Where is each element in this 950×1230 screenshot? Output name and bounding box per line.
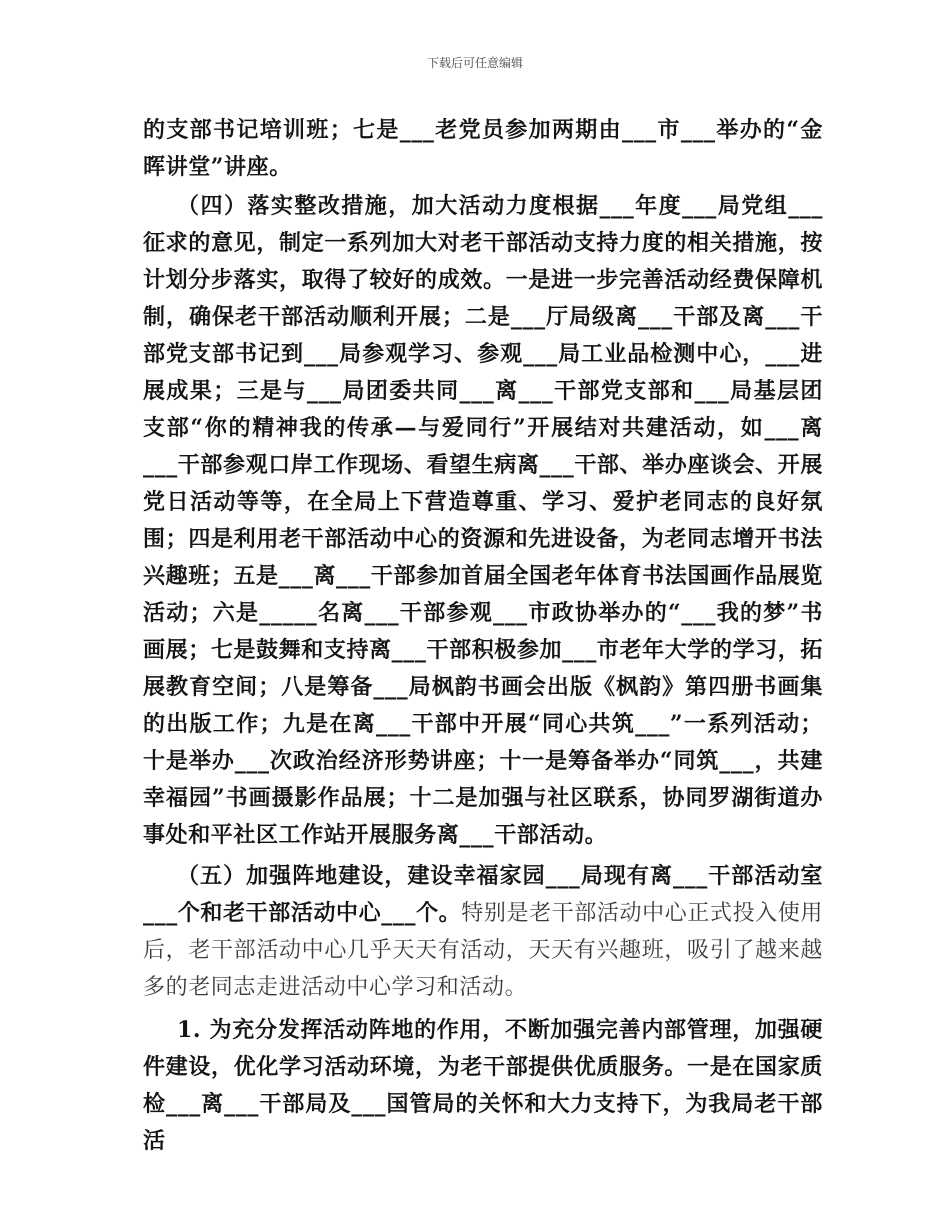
paragraph-continued: 的支部书记培训班；七是___老党员参加两期由___市___举办的“金晖讲堂”讲座。 — [143, 117, 823, 180]
paragraph-section-4: （四）落实整改措施，加大活动力度根据___年度___局党组___征求的意见，制定一系列加大对老干部活动支持力度的相关措施，按计划分步落实，取得了较好的成效。一是进一步完善活动经费保障机制，确保老干部活动顺利开展；二是___厅局级离___干部及离___干部党支部书记到___局参观学习、参观___局工业品检测中心，___进展成果；三是与___局团委共同___离___干部党支部和___局基层团支部“你的精神我的传承—与爱同行”开展结对共建活动，如___离___干部参观口岸工作现场、看望生病离___干部、举办座谈会、开展党日活动等等，在全局上下营造尊重、学习、爱护老同志的良好氛围；四是利用老干部活动中心的资源和先进设备，为老同志增开书法兴趣班；五是___离___干部参加首届全国老年体育书法国画作品展览活动；六是_____名离___干部参观___市政协举办的“___我的梦”书画展；七是鼓舞和支持离___干部积极参加___市老年大学的学习，拓展教育空间；八是筹备___局枫韵书画会出版《枫韵》第四册书画集的出版工作；九是在离___干部中开展“同心共筑___”一系列活动；十是举办___次政治经济形势讲座；十一是筹备举办“同筑___，共建幸福园”书画摄影作品展；十二是加强与社区联系，协同罗湖街道办事处和平社区工作站开展服务离___干部活动。 — [143, 193, 823, 848]
section-5-regular-text: 特别是老干部活动中心正式投入使用后，老干部活动中心几乎天天有活动，天天有兴趣班，吸引了越来越多的老同志走进活动中心学习和活动。 — [143, 901, 823, 1000]
page-header-note: 下载后可任意编辑 — [426, 56, 523, 70]
paragraph-section-5 — [143, 858, 823, 1006]
document-body — [143, 112, 823, 1160]
paragraph-item-1: 1. 为充分发挥活动阵地的作用，不断加强完善内部管理，加强硬件建设，优化学习活动环境，为老干部提供优质服务。一是在国家质检___离___干部局及___国管局的关怀和大力支持下，为我局老干部活 — [143, 1017, 823, 1154]
section-5-bold-text: （五）加强阵地建设，建设幸福家园___局现有离___干部活动室___个和老干部活动中心___个。 — [143, 863, 823, 926]
